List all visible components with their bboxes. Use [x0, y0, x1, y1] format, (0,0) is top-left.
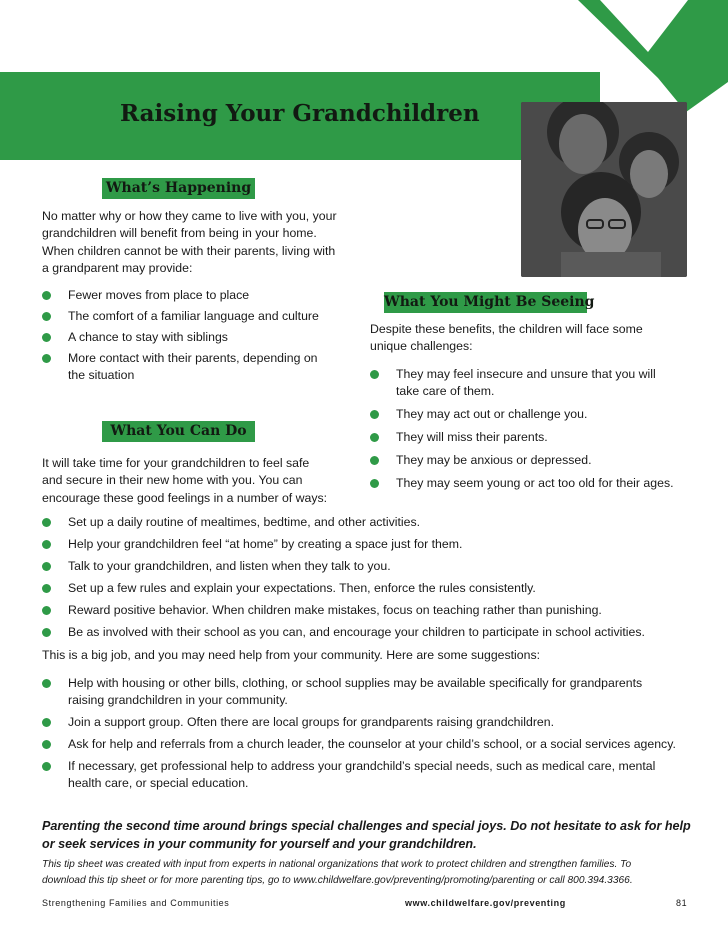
- cando-intro: It will take time for your grandchildren to feel safe and secure in their new home with you. You can encourage these good feelings in a number of ways:: [42, 456, 328, 505]
- seeing-list: [368, 366, 698, 492]
- list-item: They may act out or challenge you.: [368, 406, 698, 423]
- heading-what-you-might-be-seeing: What You Might Be Seeing: [384, 292, 587, 313]
- happening-intro: No matter why or how they came to live with you, your grandchildren will benefit from being in your home. When children cannot be with their parents, living with a grandparent may provide:: [42, 209, 337, 275]
- list-item: Help with housing or other bills, clothing, or school supplies may be available specifically for grandparents raising grandchildren in your community.: [40, 675, 710, 709]
- list-item: Fewer moves from place to place: [40, 287, 360, 304]
- bullet-icon: [42, 540, 51, 549]
- bullet-icon: [370, 456, 379, 465]
- list-item: Set up a few rules and explain your expectations. Then, enforce the rules consistently.: [40, 580, 710, 597]
- list-item: A chance to stay with siblings: [40, 329, 360, 346]
- community-list: [40, 675, 710, 792]
- heading-what-you-can-do: What You Can Do: [102, 421, 255, 442]
- heading-whats-happening: What’s Happening: [102, 178, 255, 199]
- list-item: They may be anxious or depressed.: [368, 452, 698, 469]
- bullet-icon: [42, 562, 51, 571]
- list-item: They may seem young or act too old for their ages.: [368, 475, 698, 492]
- bullet-icon: [42, 740, 51, 749]
- bullet-icon: [42, 333, 51, 342]
- list-item: If necessary, get professional help to address your grandchild’s special needs, such as medical care, mental health care, or special education.: [40, 758, 710, 792]
- happening-list: [40, 287, 360, 384]
- community-intro: This is a big job, and you may need help from your community. Here are some suggestions:: [42, 648, 541, 662]
- cando-list: [40, 514, 710, 641]
- list-item: They will miss their parents.: [368, 429, 698, 446]
- family-photo: [521, 102, 687, 277]
- list-item: The comfort of a familiar language and culture: [40, 308, 360, 325]
- list-item: Reward positive behavior. When children make mistakes, focus on teaching rather than punishing.: [40, 602, 710, 619]
- bullet-icon: [370, 433, 379, 442]
- footer-left: Strengthening Families and Communities: [42, 898, 230, 908]
- bullet-icon: [42, 606, 51, 615]
- list-item: More contact with their parents, depending on the situation: [40, 350, 360, 384]
- closing-statement: Parenting the second time around brings special challenges and special joys. Do not hesitate to ask for help or seek services in your community for yourself and your grandchildren.: [42, 819, 691, 851]
- page-number: 81: [676, 898, 688, 908]
- bullet-icon: [42, 518, 51, 527]
- list-item: They may feel insecure and unsure that you will take care of them.: [368, 366, 698, 400]
- bullet-icon: [42, 628, 51, 637]
- seeing-intro: Despite these benefits, the children will face some unique challenges:: [370, 322, 643, 354]
- footer-url: www.childwelfare.gov/preventing: [405, 898, 566, 908]
- bullet-icon: [42, 762, 51, 771]
- list-item: Ask for help and referrals from a church leader, the counselor at your child’s school, or a social services agency.: [40, 736, 710, 753]
- bullet-icon: [370, 479, 379, 488]
- bullet-icon: [42, 354, 51, 363]
- page-title: Raising Your Grandchildren: [120, 100, 480, 127]
- list-item: Be as involved with their school as you can, and encourage your children to participate in school activities.: [40, 624, 710, 641]
- bullet-icon: [370, 410, 379, 419]
- list-item: Join a support group. Often there are local groups for grandparents raising grandchildren.: [40, 714, 710, 731]
- list-item: Set up a daily routine of mealtimes, bedtime, and other activities.: [40, 514, 710, 531]
- bullet-icon: [370, 370, 379, 379]
- bullet-icon: [42, 291, 51, 300]
- bullet-icon: [42, 312, 51, 321]
- bullet-icon: [42, 679, 51, 688]
- bullet-icon: [42, 718, 51, 727]
- list-item: Talk to your grandchildren, and listen when they talk to you.: [40, 558, 710, 575]
- credit-note: This tip sheet was created with input from experts in national organizations that work to protect children and strengthen families. To download this tip sheet or for more parenting tips, go to www.childwelfare.gov/preventing/promoting/parenting or call 800.394.3366.: [42, 859, 633, 886]
- list-item: Help your grandchildren feel “at home” by creating a space just for them.: [40, 536, 710, 553]
- bullet-icon: [42, 584, 51, 593]
